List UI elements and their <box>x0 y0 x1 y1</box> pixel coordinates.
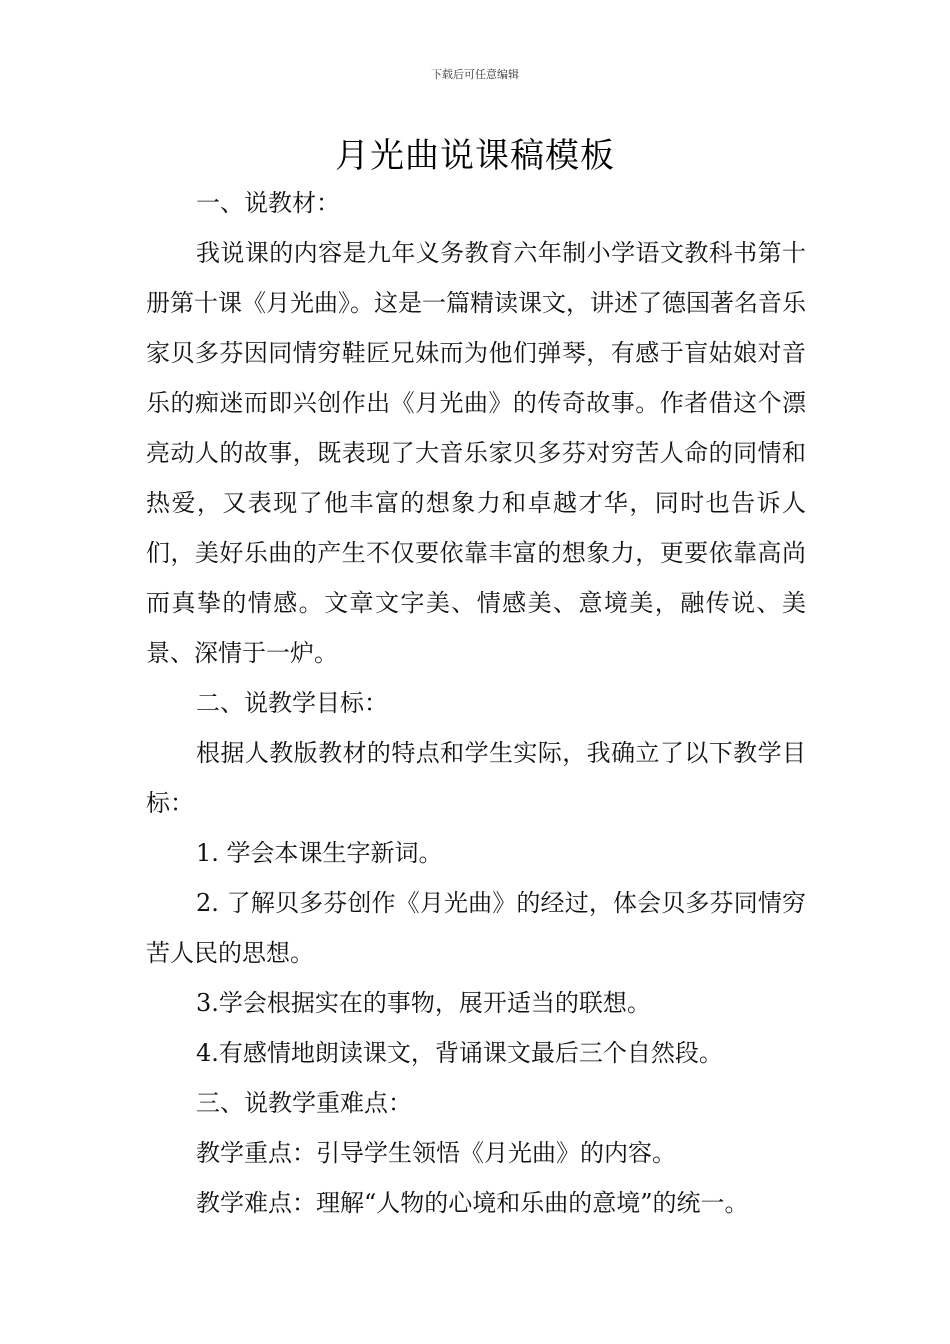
section1-paragraph: 我说课的内容是九年义务教育六年制小学语文教科书第十册第十课《月光曲》。这是一篇精读课文，讲述了德国著名音乐家贝多芬因同情穷鞋匠兄妹而为他们弹琴，有感于盲姑娘对音乐的痴迷而即兴创作出《月光曲》的传奇故事。作者借这个漂亮动人的故事，既表现了大音乐家贝多芬对穷苦人命的同情和热爱，又表现了他丰富的想象力和卓越才华，同时也告诉人们，美好乐曲的产生不仅要依靠丰富的想象力，更要依靠高尚而真挚的情感。文章文字美、情感美、意境美，融传说、美景、深情于一炉。 <box>146 239 806 667</box>
document-title: 月光曲说课稿模板 <box>335 136 615 176</box>
section2-heading: 二、说教学目标： <box>196 689 388 717</box>
goal-item-2: 2. 了解贝多芬创作《月光曲》的经过，体会贝多芬同情穷苦人民的思想。 <box>146 889 806 967</box>
difficult-point: 教学难点：理解“人物的心境和乐曲的意境”的统一。 <box>196 1189 749 1217</box>
key-point: 教学重点：引导学生领悟《月光曲》的内容。 <box>196 1139 676 1167</box>
section2-intro: 根据人教版教材的特点和学生实际，我确立了以下教学目标： <box>146 739 806 817</box>
document-body <box>146 178 806 1228</box>
goal-item-3: 3.学会根据实在的事物，展开适当的联想。 <box>196 989 651 1017</box>
header-note: 下载后可任意编辑 <box>431 68 519 81</box>
section1-heading: 一、说教材： <box>196 189 340 217</box>
goal-item-4: 4.有感情地朗读课文，背诵课文最后三个自然段。 <box>196 1039 723 1067</box>
goal-item-1: 1. 学会本课生字新词。 <box>196 839 443 867</box>
section3-heading: 三、说教学重难点： <box>196 1089 412 1117</box>
